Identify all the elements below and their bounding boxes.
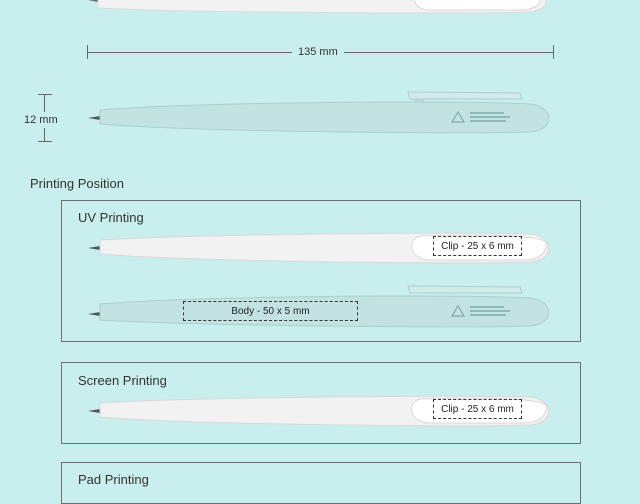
height-dimension-top-tick [38,94,52,95]
pen-white-top [80,0,560,23]
uv-clip-print-area: Clip - 25 x 6 mm [433,236,522,256]
uv-printing-title: UV Printing [78,210,144,225]
printing-position-title: Printing Position [30,176,124,191]
screen-clip-print-area: Clip - 25 x 6 mm [433,399,522,419]
height-dimension-label: 12 mm [24,114,58,126]
height-dimension-bottom-tick [38,141,52,142]
pen-mint-dimension [80,86,560,142]
pad-printing-title: Pad Printing [78,472,149,487]
screen-printing-title: Screen Printing [78,373,167,388]
uv-body-print-area: Body - 50 x 5 mm [183,301,358,321]
length-dimension-right-tick [553,45,554,59]
length-dimension-label: 135 mm [292,46,344,58]
length-dimension-left-tick [87,45,88,59]
